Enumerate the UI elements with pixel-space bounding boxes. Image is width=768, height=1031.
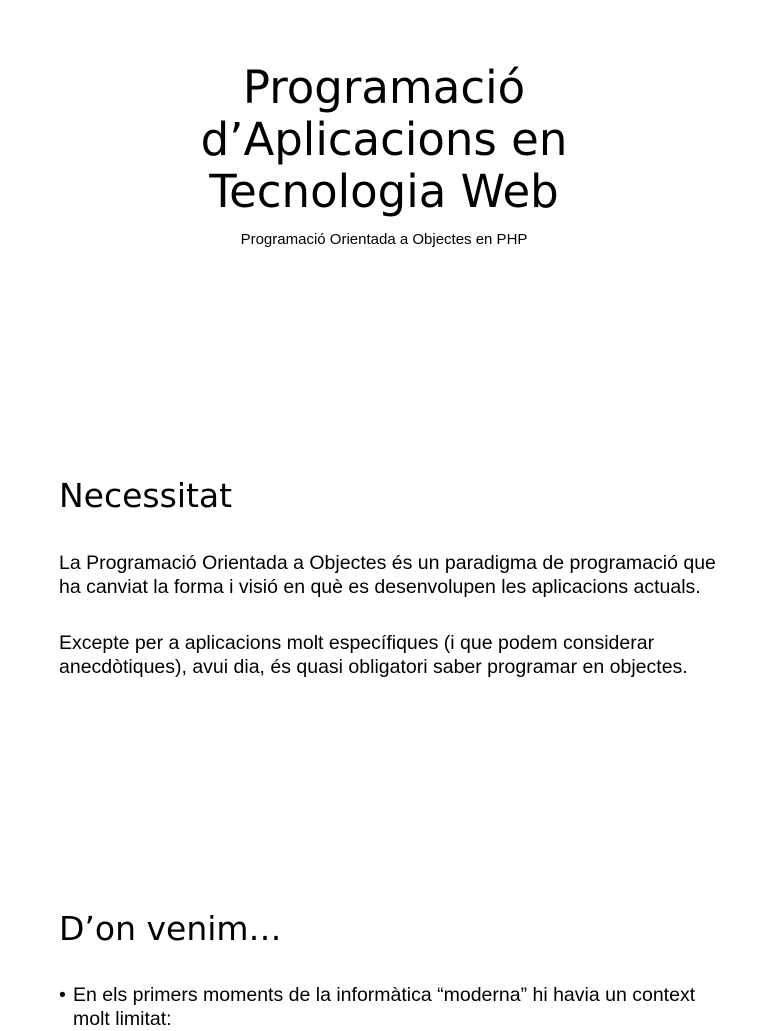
slide-heading: D’on venim… (59, 909, 282, 948)
body-paragraph-2: Excepte per a aplicacions molt específiques (i que podem considerar anecdòtiques), avui dia, és quasi obligatori saber programar en objectes. (59, 632, 688, 678)
slide-heading: Necessitat (59, 476, 233, 515)
bullet-icon: • (59, 984, 66, 1006)
necessitat-slide (0, 450, 768, 870)
title-line-3: Tecnologia Web (209, 165, 559, 218)
title-line-2: d’Aplicacions en (200, 113, 568, 166)
origins-slide (0, 895, 768, 1030)
body-paragraph-1: La Programació Orientada a Objectes és un paradigma de programació que ha canviat la forma i visió en què es desenvolupen les aplicacions actuals. (59, 552, 716, 598)
presentation-subtitle: Programació Orientada a Objectes en PHP (240, 231, 528, 248)
title-line-1: Programació (242, 61, 526, 114)
presentation-title (0, 62, 768, 218)
title-slide (0, 0, 768, 420)
bullet-text: En els primers moments de la informàtica “moderna” hi havia un context molt limitat: (73, 984, 696, 1030)
